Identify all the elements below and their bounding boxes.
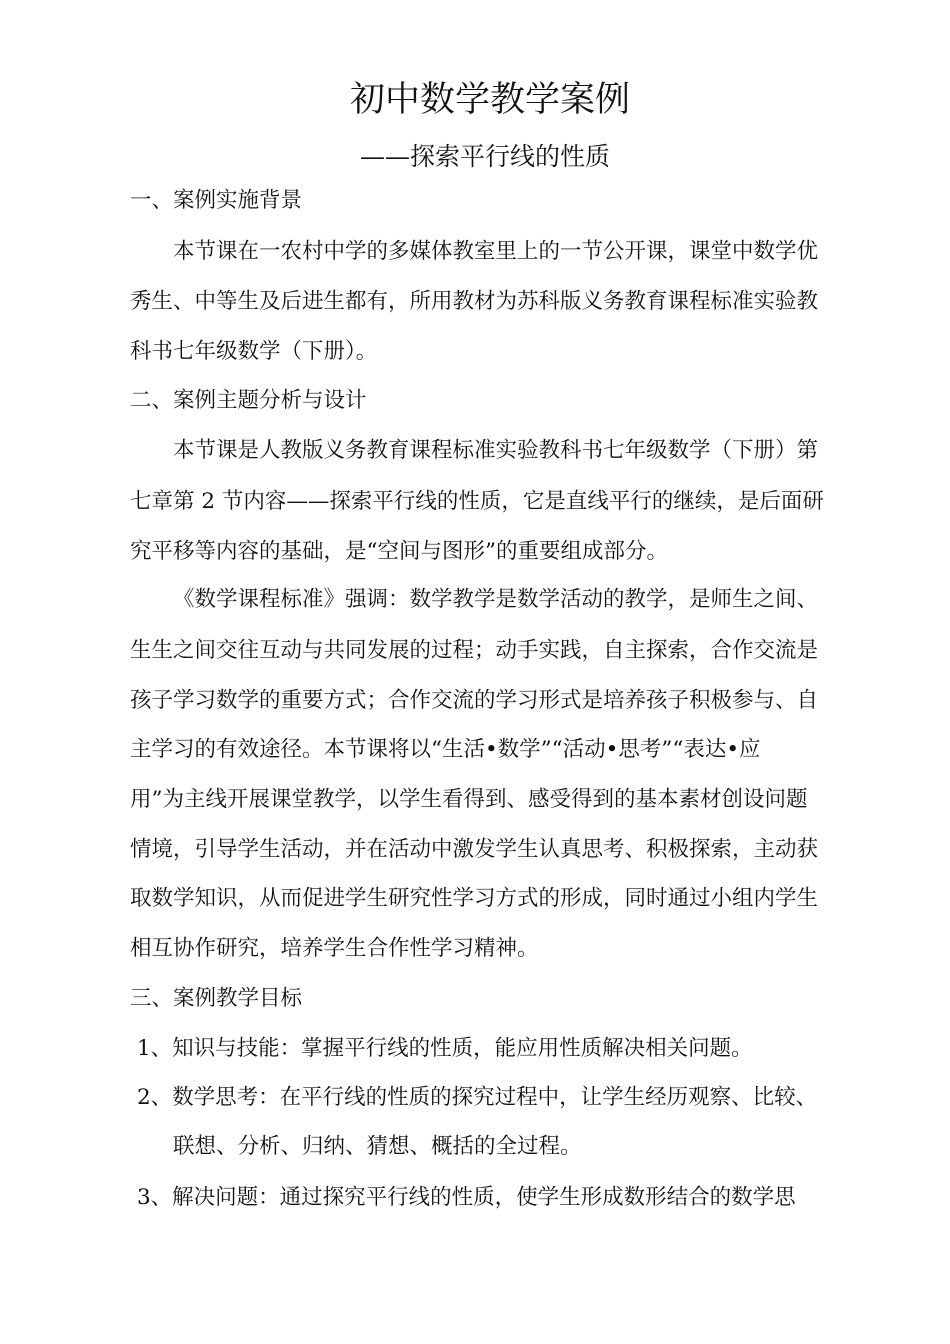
paragraph-line: 生生之间交往互动与共同发展的过程；动手实践，自主探索，合作交流是 <box>130 638 819 663</box>
paragraph-line: 本节课在一农村中学的多媒体教室里上的一节公开课，课堂中数学优 <box>173 239 819 264</box>
paragraph-line: 取数学知识，从而促进学生研究性学习方式的形成，同时通过小组内学生 <box>130 886 819 911</box>
paragraph-line: 主学习的有效途径。本节课将以“生活•数学”“活动•思考”“表达•应 <box>130 737 761 762</box>
paragraph-line: 孩子学习数学的重要方式；合作交流的学习形式是培养孩子积极参与、自 <box>130 688 819 713</box>
paragraph-line: 《数学课程标准》强调：数学教学是数学活动的教学，是师生之间、 <box>173 587 819 612</box>
paragraph-line: 用”为主线开展课堂教学，以学生看得到、感受得到的基本素材创设问题 <box>130 787 808 812</box>
list-item: 3、解决问题：通过探究平行线的性质，使学生形成数形结合的数学思 <box>137 1185 796 1210</box>
paragraph-line: 秀生、中等生及后进生都有，所用教材为苏科版义务教育课程标准实验教 <box>130 289 819 314</box>
paragraph-line: 七章第 2 节内容——探索平行线的性质，它是直线平行的继续，是后面研 <box>130 489 824 514</box>
section-heading-objectives: 三、案例教学目标 <box>130 986 303 1011</box>
section-heading-analysis: 二、案例主题分析与设计 <box>130 388 367 413</box>
document-subtitle: ——探索平行线的性质 <box>360 142 611 171</box>
paragraph-line: 情境，引导学生活动，并在活动中激发学生认真思考、积极探索，主动获 <box>130 837 819 862</box>
paragraph-line: 本节课是人教版义务教育课程标准实验教科书七年级数学（下册）第 <box>173 438 819 463</box>
paragraph-line: 相互协作研究，培养学生合作性学习精神。 <box>130 936 539 961</box>
paragraph-line: 究平移等内容的基础，是“空间与图形”的重要组成部分。 <box>130 539 668 564</box>
document-title: 初中数学教学案例 <box>349 80 630 120</box>
paragraph-line: 科书七年级数学（下册）。 <box>130 339 378 364</box>
list-item-continuation: 联想、分析、归纳、猜想、概括的全过程。 <box>173 1134 582 1159</box>
list-item: 1、知识与技能：掌握平行线的性质，能应用性质解决相关问题。 <box>137 1036 753 1061</box>
section-heading-background: 一、案例实施背景 <box>130 188 303 213</box>
list-item: 2、数学思考：在平行线的性质的探究过程中，让学生经历观察、比较、 <box>137 1085 818 1110</box>
